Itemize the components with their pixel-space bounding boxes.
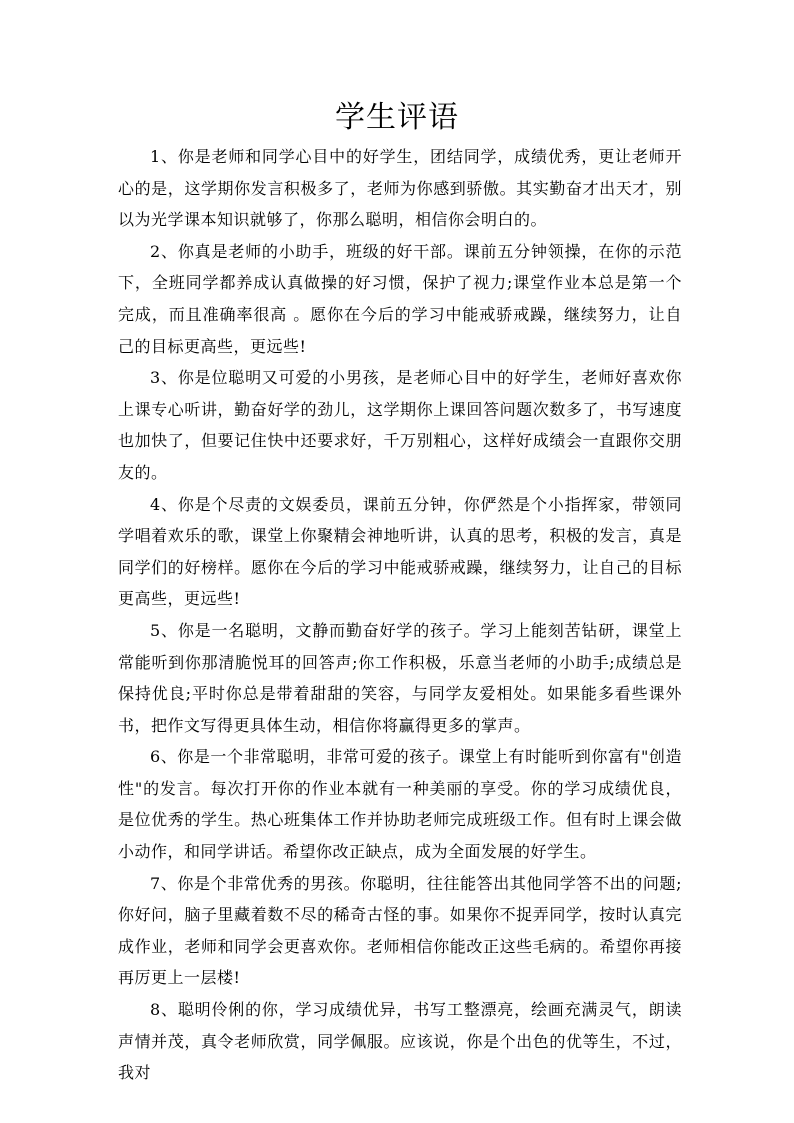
comment-paragraph-7: 7、你是个非常优秀的男孩。你聪明，往往能答出其他同学答不出的问题;你好问，脑子里藏着数不尽的稀奇古怪的事。如果你不捉弄同学，按时认真完成作业，老师和同学会更喜欢你。老师相信你能改正这些毛病的。希望你再接再厉更上一层楼! [118,873,682,988]
document-title: 学生评语 [335,100,459,135]
comment-paragraph-3: 3、你是位聪明又可爱的小男孩，是老师心目中的好学生，老师好喜欢你上课专心听讲，勤奋好学的劲儿，这学期你上课回答问题次数多了，书写速度也加快了，但要记住快中还要求好，千万别粗心，这样好成绩会一直跟你交朋友的。 [118,368,682,482]
comment-paragraph-5: 5、你是一名聪明，文静而勤奋好学的孩子。学习上能刻苦钻研，课堂上常能听到你那清脆悦耳的回答声;你工作积极，乐意当老师的小助手;成绩总是保持优良;平时你总是带着甜甜的笑容，与同学友爱相处。如果能多看些课外书，把作文写得更具体生动，相信你将赢得更多的掌声。 [118,620,682,735]
comment-paragraph-8: 8、聪明伶俐的你，学习成绩优异，书写工整漂亮，绘画充满灵气，朗读声情并茂，真令老师欣赏，同学佩服。应该说，你是个出色的优等生，不过，我对 [118,1000,682,1083]
document-body [118,141,682,1089]
comment-paragraph-4: 4、你是个尽责的文娱委员，课前五分钟，你俨然是个小指挥家，带领同学唱着欢乐的歌，课堂上你聚精会神地听讲，认真的思考，积极的发言，真是同学们的好榜样。愿你在今后的学习中能戒骄戒躁，继续努力，让自己的目标更高些，更远些! [118,494,682,609]
comment-paragraph-2: 2、你真是老师的小助手，班级的好干部。课前五分钟领操，在你的示范下，全班同学都养成认真做操的好习惯，保护了视力;课堂作业本总是第一个完成，而且准确率很高 。愿你在今后的学习中能戒骄戒躁，继续努力，让自己的目标更高些，更远些! [118,241,682,356]
comment-paragraph-6: 6、你是一个非常聪明，非常可爱的孩子。课堂上有时能听到你富有"创造性"的发言。每次打开你的作业本就有一种美丽的享受。你的学习成绩优良，是位优秀的学生。热心班集体工作并协助老师完成班级工作。但有时上课会做小动作，和同学讲话。希望你改正缺点，成为全面发展的好学生。 [118,747,682,862]
comment-paragraph-1: 1、你是老师和同学心目中的好学生，团结同学，成绩优秀，更让老师开心的是，这学期你发言积极多了，老师为你感到骄傲。其实勤奋才出天才，别以为光学课本知识就够了，你那么聪明，相信你会明白的。 [118,147,682,230]
